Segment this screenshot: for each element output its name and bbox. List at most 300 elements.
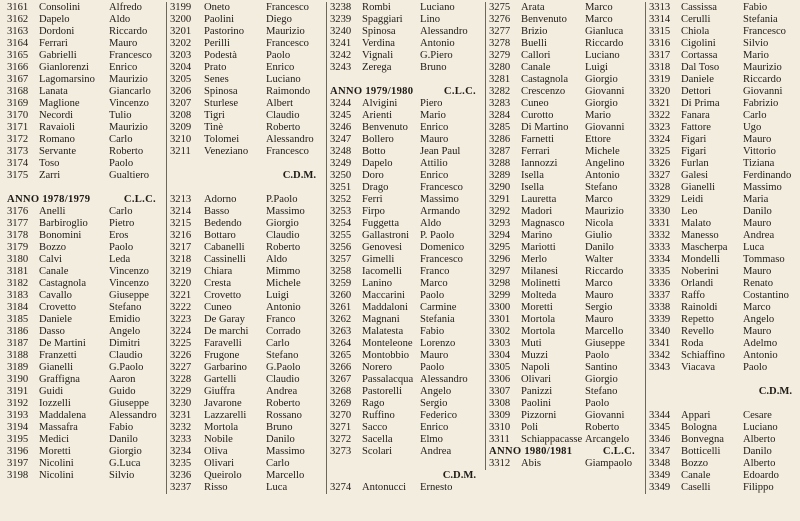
member-number: 3173	[7, 146, 29, 157]
member-row	[489, 26, 643, 38]
member-surname: Sturlese	[204, 98, 239, 109]
member-surname: Servante	[39, 146, 77, 157]
member-number: 3210	[170, 134, 192, 145]
member-surname: Scolari	[362, 446, 393, 457]
member-surname: Roda	[681, 338, 704, 349]
member-surname: Adorno	[204, 194, 237, 205]
member-number: 3209	[170, 122, 192, 133]
member-row	[170, 410, 324, 422]
member-surname: Gimelli	[362, 254, 395, 265]
member-first-name: Giovanni	[585, 122, 625, 133]
member-first-name: Roberto	[109, 146, 144, 157]
section-header	[330, 86, 484, 98]
member-row	[7, 446, 164, 458]
member-number: 3332	[649, 230, 671, 241]
member-number: 3289	[489, 170, 511, 181]
member-first-name: Danilo	[743, 446, 772, 457]
member-surname: Daniele	[39, 314, 72, 325]
member-row	[649, 326, 800, 338]
member-row	[330, 482, 484, 494]
member-first-name: Alessandro	[266, 134, 314, 145]
member-surname: Di Prima	[681, 98, 720, 109]
section-year: ANNO 1980/1981	[489, 446, 573, 457]
member-surname: Farnetti	[521, 134, 554, 145]
member-row	[649, 134, 800, 146]
member-first-name: Cesare	[743, 410, 772, 421]
member-surname: Ferri	[362, 194, 383, 205]
member-surname: Franzetti	[39, 350, 77, 361]
member-first-name: Marco	[585, 14, 613, 25]
member-first-name: Mauro	[585, 314, 614, 325]
member-number: 3267	[330, 374, 352, 385]
member-number: 3221	[170, 290, 192, 301]
member-number: 3340	[649, 326, 671, 337]
member-first-name: Renato	[743, 278, 774, 289]
member-row	[489, 422, 643, 434]
member-surname: Benvenuto	[362, 122, 408, 133]
member-surname: Faravelli	[204, 338, 242, 349]
member-number: 3191	[7, 386, 29, 397]
member-surname: Fuggetta	[362, 218, 400, 229]
member-surname: Pastorino	[204, 26, 245, 37]
member-first-name: Francesco	[420, 182, 463, 193]
member-number: 3164	[7, 38, 29, 49]
member-row	[489, 170, 643, 182]
member-first-name: Rossano	[266, 410, 302, 421]
member-number: 3282	[489, 86, 511, 97]
member-number: 3179	[7, 242, 29, 253]
member-surname: Cortassa	[681, 50, 718, 61]
member-row	[170, 314, 324, 326]
member-number: 3299	[489, 290, 511, 301]
member-surname: Canale	[521, 62, 551, 73]
member-number: 3287	[489, 146, 511, 157]
member-surname: Giuffra	[204, 386, 235, 397]
member-first-name: P. Paolo	[420, 230, 455, 241]
member-surname: Leo	[681, 206, 698, 217]
member-surname: Magnani	[362, 314, 400, 325]
member-first-name: Francesco	[266, 38, 309, 49]
member-surname: Crescenzo	[521, 86, 566, 97]
member-number: 3235	[170, 458, 192, 469]
member-row	[649, 350, 800, 362]
member-row	[7, 338, 164, 350]
member-number: 3198	[7, 470, 29, 481]
member-surname: Maglione	[39, 98, 80, 109]
member-surname: Medici	[39, 434, 70, 445]
member-number: 3214	[170, 206, 192, 217]
member-surname: Cerulli	[681, 14, 711, 25]
member-row	[170, 422, 324, 434]
member-first-name: Andrea	[266, 386, 298, 397]
member-row	[170, 254, 324, 266]
member-number: 3339	[649, 314, 671, 325]
member-number: 3193	[7, 410, 29, 421]
member-first-name: Paolo	[109, 158, 134, 169]
member-number: 3253	[330, 206, 352, 217]
member-surname: Mortola	[204, 422, 239, 433]
member-row	[649, 182, 800, 194]
member-surname: Isella	[521, 170, 544, 181]
member-surname: Toso	[39, 158, 60, 169]
member-first-name: Riccardo	[585, 38, 624, 49]
member-number: 3245	[330, 110, 352, 121]
member-row	[330, 290, 484, 302]
member-first-name: Aaron	[109, 374, 136, 385]
member-first-name: Jean Paul	[420, 146, 461, 157]
member-first-name: Giorgio	[585, 374, 618, 385]
member-surname: Olivari	[204, 458, 235, 469]
member-row	[7, 134, 164, 146]
member-first-name: Franco	[266, 314, 296, 325]
member-row	[7, 470, 164, 482]
member-surname: Spinosa	[204, 86, 238, 97]
member-first-name: Francesco	[743, 26, 786, 37]
member-surname: Daniele	[681, 74, 714, 85]
member-row	[170, 110, 324, 122]
member-first-name: Andrea	[420, 446, 452, 457]
member-surname: Napoli	[521, 362, 550, 373]
member-number: 3184	[7, 302, 29, 313]
member-first-name: G.Luca	[109, 458, 141, 469]
spacer	[170, 158, 324, 170]
member-row	[330, 170, 484, 182]
member-row	[330, 410, 484, 422]
member-surname: Muti	[521, 338, 542, 349]
member-row	[489, 182, 643, 194]
member-first-name: Santino	[585, 362, 618, 373]
member-surname: Paolini	[204, 14, 235, 25]
member-row	[649, 446, 800, 458]
member-surname: Revello	[681, 326, 714, 337]
roster-column-4	[485, 2, 643, 470]
section-year: ANNO 1979/1980	[330, 86, 414, 97]
member-surname: Vignali	[362, 50, 394, 61]
member-number: 3178	[7, 230, 29, 241]
member-number: 3334	[649, 254, 671, 265]
member-first-name: Carmine	[420, 302, 457, 313]
member-first-name: Leda	[109, 254, 131, 265]
member-row	[649, 458, 800, 470]
spacer	[7, 182, 164, 194]
member-surname: Garbarino	[204, 362, 247, 373]
member-surname: Castagnola	[39, 278, 87, 289]
member-surname: Molinetti	[521, 278, 561, 289]
member-surname: Mortola	[521, 314, 556, 325]
member-number: 3347	[649, 446, 671, 457]
member-first-name: Mimmo	[266, 266, 301, 277]
member-number: 3330	[649, 206, 671, 217]
member-first-name: Ferdinando	[743, 170, 792, 181]
member-row	[330, 50, 484, 62]
member-first-name: Vincenzo	[109, 98, 149, 109]
member-first-name: Fabio	[109, 422, 134, 433]
member-surname: Maddalena	[39, 410, 87, 421]
member-number: 3182	[7, 278, 29, 289]
member-surname: Schiaffino	[681, 350, 725, 361]
member-first-name: Elmo	[420, 434, 443, 445]
member-surname: Bozzo	[39, 242, 67, 253]
member-row	[489, 314, 643, 326]
member-row	[170, 14, 324, 26]
member-number: 3227	[170, 362, 192, 373]
member-number: 3266	[330, 362, 352, 373]
member-surname: Lanino	[362, 278, 393, 289]
member-surname: Massafra	[39, 422, 78, 433]
member-surname: Crovetto	[39, 302, 77, 313]
member-number: 3204	[170, 62, 192, 73]
member-first-name: Sergio	[420, 398, 448, 409]
member-number: 3343	[649, 362, 671, 373]
member-number: 3309	[489, 410, 511, 421]
member-first-name: Roberto	[266, 242, 301, 253]
member-number: 3319	[649, 74, 671, 85]
member-number: 3338	[649, 302, 671, 313]
member-number: 3327	[649, 170, 671, 181]
member-first-name: Mario	[420, 110, 446, 121]
member-row	[330, 230, 484, 242]
member-number: 3226	[170, 350, 192, 361]
member-number: 3274	[330, 482, 352, 493]
member-row	[330, 206, 484, 218]
member-row	[649, 62, 800, 74]
member-surname: Cigolini	[681, 38, 716, 49]
member-first-name: Mauro	[420, 350, 449, 361]
section-year: ANNO 1978/1979	[7, 194, 91, 205]
member-surname: Bedendo	[204, 218, 242, 229]
member-first-name: Fabio	[420, 326, 445, 337]
member-number: 3180	[7, 254, 29, 265]
member-surname: Norero	[362, 362, 393, 373]
member-first-name: G.Paolo	[109, 362, 144, 373]
member-row	[170, 350, 324, 362]
member-number: 3186	[7, 326, 29, 337]
member-number: 3348	[649, 458, 671, 469]
member-first-name: Enrico	[266, 62, 295, 73]
member-first-name: Luca	[743, 242, 765, 253]
member-number: 3174	[7, 158, 29, 169]
member-row	[489, 86, 643, 98]
member-first-name: P.Paolo	[266, 194, 298, 205]
member-first-name: Corrado	[266, 326, 301, 337]
member-row	[489, 254, 643, 266]
member-row	[649, 218, 800, 230]
member-first-name: Armando	[420, 206, 461, 217]
member-number: 3303	[489, 338, 511, 349]
member-first-name: Giovanni	[585, 410, 625, 421]
member-first-name: Silvio	[743, 38, 769, 49]
member-number: 3177	[7, 218, 29, 229]
member-first-name: Angelo	[420, 386, 452, 397]
member-first-name: Adelmo	[743, 338, 778, 349]
member-row	[170, 194, 324, 206]
member-number: 3207	[170, 98, 192, 109]
member-number: 3344	[649, 410, 671, 421]
member-surname: Dapelo	[362, 158, 393, 169]
member-row	[7, 254, 164, 266]
member-surname: Paolini	[521, 398, 552, 409]
member-first-name: Enrico	[420, 422, 449, 433]
member-first-name: Michele	[266, 278, 301, 289]
member-first-name: Edoardo	[743, 470, 779, 481]
member-number: 3311	[489, 434, 510, 445]
member-number: 3313	[649, 2, 671, 13]
member-row	[649, 314, 800, 326]
member-first-name: Riccardo	[743, 74, 782, 85]
member-surname: Graffigna	[39, 374, 80, 385]
member-first-name: Franco	[420, 266, 450, 277]
member-surname: Javarone	[204, 398, 242, 409]
member-surname: Orlandi	[681, 278, 714, 289]
member-row	[489, 338, 643, 350]
member-first-name: Luciano	[585, 50, 620, 61]
member-surname: Lagomarsino	[39, 74, 95, 85]
member-number: 3265	[330, 350, 352, 361]
member-number: 3199	[170, 2, 192, 13]
member-row	[7, 62, 164, 74]
member-number: 3250	[330, 170, 352, 181]
member-row	[170, 134, 324, 146]
member-row	[330, 218, 484, 230]
member-row	[170, 122, 324, 134]
member-row	[489, 38, 643, 50]
member-row	[489, 290, 643, 302]
member-surname: Callori	[521, 50, 551, 61]
member-number: 3341	[649, 338, 671, 349]
section-org: C.D.M.	[282, 170, 316, 181]
member-row	[649, 266, 800, 278]
member-surname: Figari	[681, 146, 707, 157]
member-first-name: Giorgio	[585, 74, 618, 85]
member-row	[7, 278, 164, 290]
member-surname: Oneto	[204, 2, 230, 13]
member-row	[489, 2, 643, 14]
member-first-name: Paolo	[585, 350, 610, 361]
member-number: 3251	[330, 182, 352, 193]
member-row	[489, 278, 643, 290]
member-row	[649, 158, 800, 170]
member-number: 3324	[649, 134, 671, 145]
member-surname: Frugone	[204, 350, 240, 361]
member-first-name: Fabrizio	[743, 98, 779, 109]
member-row	[649, 410, 800, 422]
member-surname: Basso	[204, 206, 230, 217]
member-first-name: Francesco	[109, 50, 152, 61]
member-first-name: Roberto	[585, 422, 620, 433]
member-number: 3312	[489, 458, 511, 469]
member-first-name: Luciano	[266, 74, 301, 85]
member-row	[170, 230, 324, 242]
member-row	[489, 398, 643, 410]
member-first-name: Aldo	[109, 14, 131, 25]
member-row	[489, 134, 643, 146]
member-surname: Panizzi	[521, 386, 553, 397]
member-row	[649, 290, 800, 302]
member-first-name: Emidio	[109, 314, 141, 325]
member-number: 3291	[489, 194, 511, 205]
member-surname: Malato	[681, 218, 712, 229]
member-surname: Fanara	[681, 110, 710, 121]
member-surname: Gianelli	[39, 362, 74, 373]
member-number: 3290	[489, 182, 511, 193]
member-number: 3335	[649, 266, 671, 277]
member-surname: Rainoldi	[681, 302, 718, 313]
member-number: 3162	[7, 14, 29, 25]
member-first-name: Ugo	[743, 122, 762, 133]
member-number: 3315	[649, 26, 671, 37]
member-surname: Veneziano	[204, 146, 249, 157]
member-first-name: Mauro	[743, 326, 772, 337]
member-row	[330, 350, 484, 362]
member-first-name: Bruno	[266, 422, 293, 433]
member-number: 3270	[330, 410, 352, 421]
member-number: 3302	[489, 326, 511, 337]
member-number: 3292	[489, 206, 511, 217]
member-first-name: Pietro	[109, 218, 135, 229]
member-row	[489, 218, 643, 230]
member-first-name: Luciano	[420, 2, 455, 13]
member-row	[330, 110, 484, 122]
member-row	[7, 326, 164, 338]
member-first-name: Claudio	[109, 350, 143, 361]
member-row	[489, 458, 643, 470]
member-first-name: Andrea	[743, 230, 775, 241]
member-first-name: Marcello	[266, 470, 305, 481]
member-first-name: Marco	[420, 278, 448, 289]
member-number: 3238	[330, 2, 352, 13]
member-first-name: Giuseppe	[585, 338, 626, 349]
spacer	[330, 458, 484, 470]
member-number: 3165	[7, 50, 29, 61]
member-first-name: Roberto	[266, 122, 301, 133]
member-number: 3349	[649, 470, 671, 481]
member-row	[330, 14, 484, 26]
member-row	[649, 230, 800, 242]
member-number: 3252	[330, 194, 352, 205]
member-number: 3213	[170, 194, 192, 205]
member-surname: Pastorelli	[362, 386, 403, 397]
member-first-name: Tommaso	[743, 254, 785, 265]
member-number: 3202	[170, 38, 192, 49]
member-surname: Magnasco	[521, 218, 565, 229]
member-row	[170, 278, 324, 290]
member-row	[170, 434, 324, 446]
member-row	[170, 2, 324, 14]
member-row	[7, 242, 164, 254]
member-surname: Gallastroni	[362, 230, 410, 241]
member-row	[649, 74, 800, 86]
member-surname: Rombi	[362, 2, 391, 13]
member-number: 3298	[489, 278, 511, 289]
member-row	[7, 290, 164, 302]
member-first-name: Silvio	[109, 470, 135, 481]
member-surname: Monteleone	[362, 338, 413, 349]
member-number: 3216	[170, 230, 192, 241]
member-row	[7, 170, 164, 182]
member-first-name: Claudio	[266, 374, 300, 385]
member-first-name: Paolo	[109, 242, 134, 253]
member-row	[7, 398, 164, 410]
member-surname: Genovesi	[362, 242, 403, 253]
member-number: 3336	[649, 278, 671, 289]
member-surname: Oliva	[204, 446, 228, 457]
member-first-name: Francesco	[266, 146, 309, 157]
member-surname: Muzzi	[521, 350, 549, 361]
section-org: C.L.C.	[123, 194, 156, 205]
member-number: 3337	[649, 290, 671, 301]
member-row	[7, 374, 164, 386]
member-row	[649, 98, 800, 110]
